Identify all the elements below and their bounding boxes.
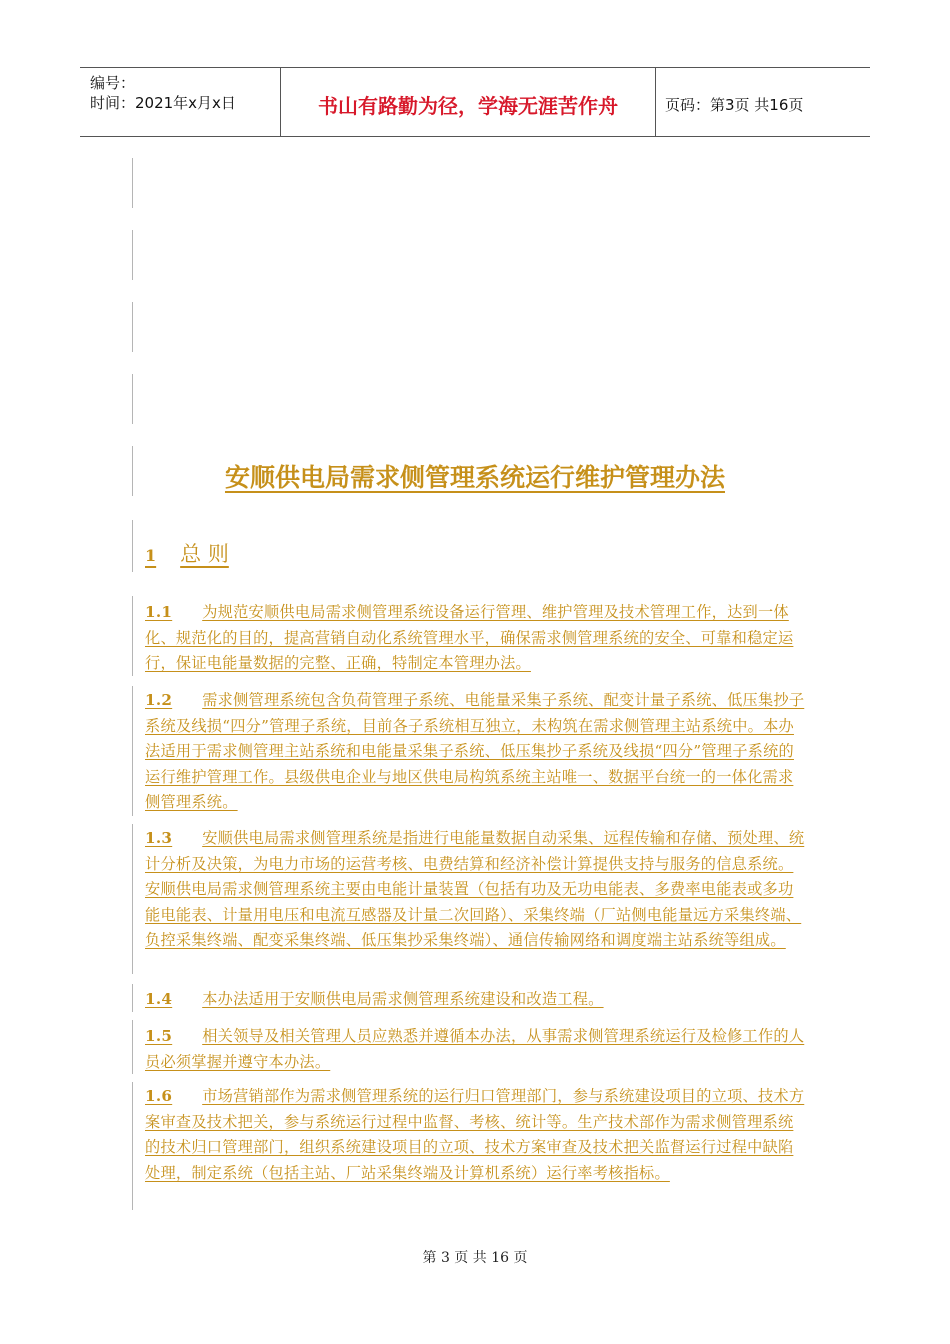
header-motto-cell [280, 68, 656, 136]
clause-paragraph [145, 987, 807, 1013]
revision-bar [132, 302, 133, 352]
revision-bar [132, 1020, 133, 1074]
clause-number: 1.3 [145, 829, 173, 847]
revision-bar [132, 230, 133, 280]
clause-text: 为规范安顺供电局需求侧管理系统设备运行管理、维护管理及技术管理工作，达到一体化、规范化的目的，提高营销自动化系统管理水平，确保需求侧管理系统的安全、可靠和稳定运行，保证电能量数据的完整、正确，特制定本管理办法。 [145, 603, 794, 672]
revision-bar [132, 824, 133, 974]
clause-text: 市场营销部作为需求侧管理系统的运行归口管理部门，参与系统建设项目的立项、技术方案审查及技术把关，参与系统运行过程中监督、考核、统计等。生产技术部作为需求侧管理系统的技术归口管理部门，组织系统建设项目的立项、技术方案审查及技术把关监督运行过程中缺陷处理，制定系统（包括主站、厂站采集终端及计算机系统）运行率考核指标。 [145, 1087, 805, 1182]
header-motto: 书山有路勤为径，学海无涯苦作舟 [318, 94, 618, 118]
revision-bar [132, 686, 133, 816]
document-title: 安顺供电局需求侧管理系统运行维护管理办法 [224, 463, 725, 492]
section-title: 总 则 [180, 542, 229, 566]
document-number-label: 编号： [90, 74, 136, 92]
revision-bar [132, 596, 133, 676]
header-meta-cell [80, 68, 280, 136]
clause-text: 相关领导及相关管理人员应熟悉并遵循本办法，从事需求侧管理系统运行及检修工作的人员必须掌握并遵守本办法。 [145, 1027, 805, 1071]
revision-bar [132, 158, 133, 208]
revision-bar [132, 446, 133, 496]
section-number: 1 [145, 546, 157, 565]
clause-text: 安顺供电局需求侧管理系统是指进行电能量数据自动采集、远程传输和存储、预处理、统计分析及决策，为电力市场的运营考核、电费结算和经济补偿计算提供支持与服务的信息系统。安顺供电局需求侧管理系统主要由电能计量装置（包括有功及无功电能表、多费率电能表或多功能电能表、计量用电压和电流互感器及计量二次回路）、采集终端（厂站侧电能量远方采集终端、负控采集终端、配变采集终端、低压集抄采集终端）、通信传输网络和调度端主站系统等组成。 [145, 829, 805, 949]
clause-number: 1.5 [145, 1027, 173, 1045]
clause-text: 本办法适用于安顺供电局需求侧管理系统建设和改造工程。 [202, 990, 604, 1008]
clause-paragraph [145, 1084, 807, 1186]
clause-paragraph [145, 1024, 807, 1075]
document-header [80, 67, 870, 137]
header-page-cell [655, 68, 870, 136]
revision-bar [132, 374, 133, 424]
document-time-label: 时间：2021年x月x日 [90, 94, 236, 112]
section-heading [145, 538, 229, 568]
page-footer: 第 3 页 共 16 页 [422, 1250, 528, 1266]
clause-number: 1.6 [145, 1087, 173, 1105]
header-page-info: 页码：第3页 共16页 [665, 96, 804, 114]
clause-text: 需求侧管理系统包含负荷管理子系统、电能量采集子系统、配变计量子系统、低压集抄子系统及线损“四分”管理子系统，目前各子系统相互独立，未构筑在需求侧管理主站系统中。本办法适用于需求侧管理主站系统和电能量采集子系统、低压集抄子系统及线损“四分”管理子系统的运行维护管理工作。县级供电企业与地区供电局构筑系统主站唯一、数据平台统一的一体化需求侧管理系统。 [145, 691, 805, 811]
clause-number: 1.2 [145, 691, 173, 709]
clause-paragraph [145, 600, 807, 677]
clause-paragraph [145, 688, 807, 816]
clause-number: 1.1 [145, 603, 173, 621]
revision-bar [132, 984, 133, 1012]
revision-bar [132, 520, 133, 572]
revision-bar [132, 1082, 133, 1210]
clause-paragraph [145, 826, 807, 954]
clause-number: 1.4 [145, 990, 173, 1008]
